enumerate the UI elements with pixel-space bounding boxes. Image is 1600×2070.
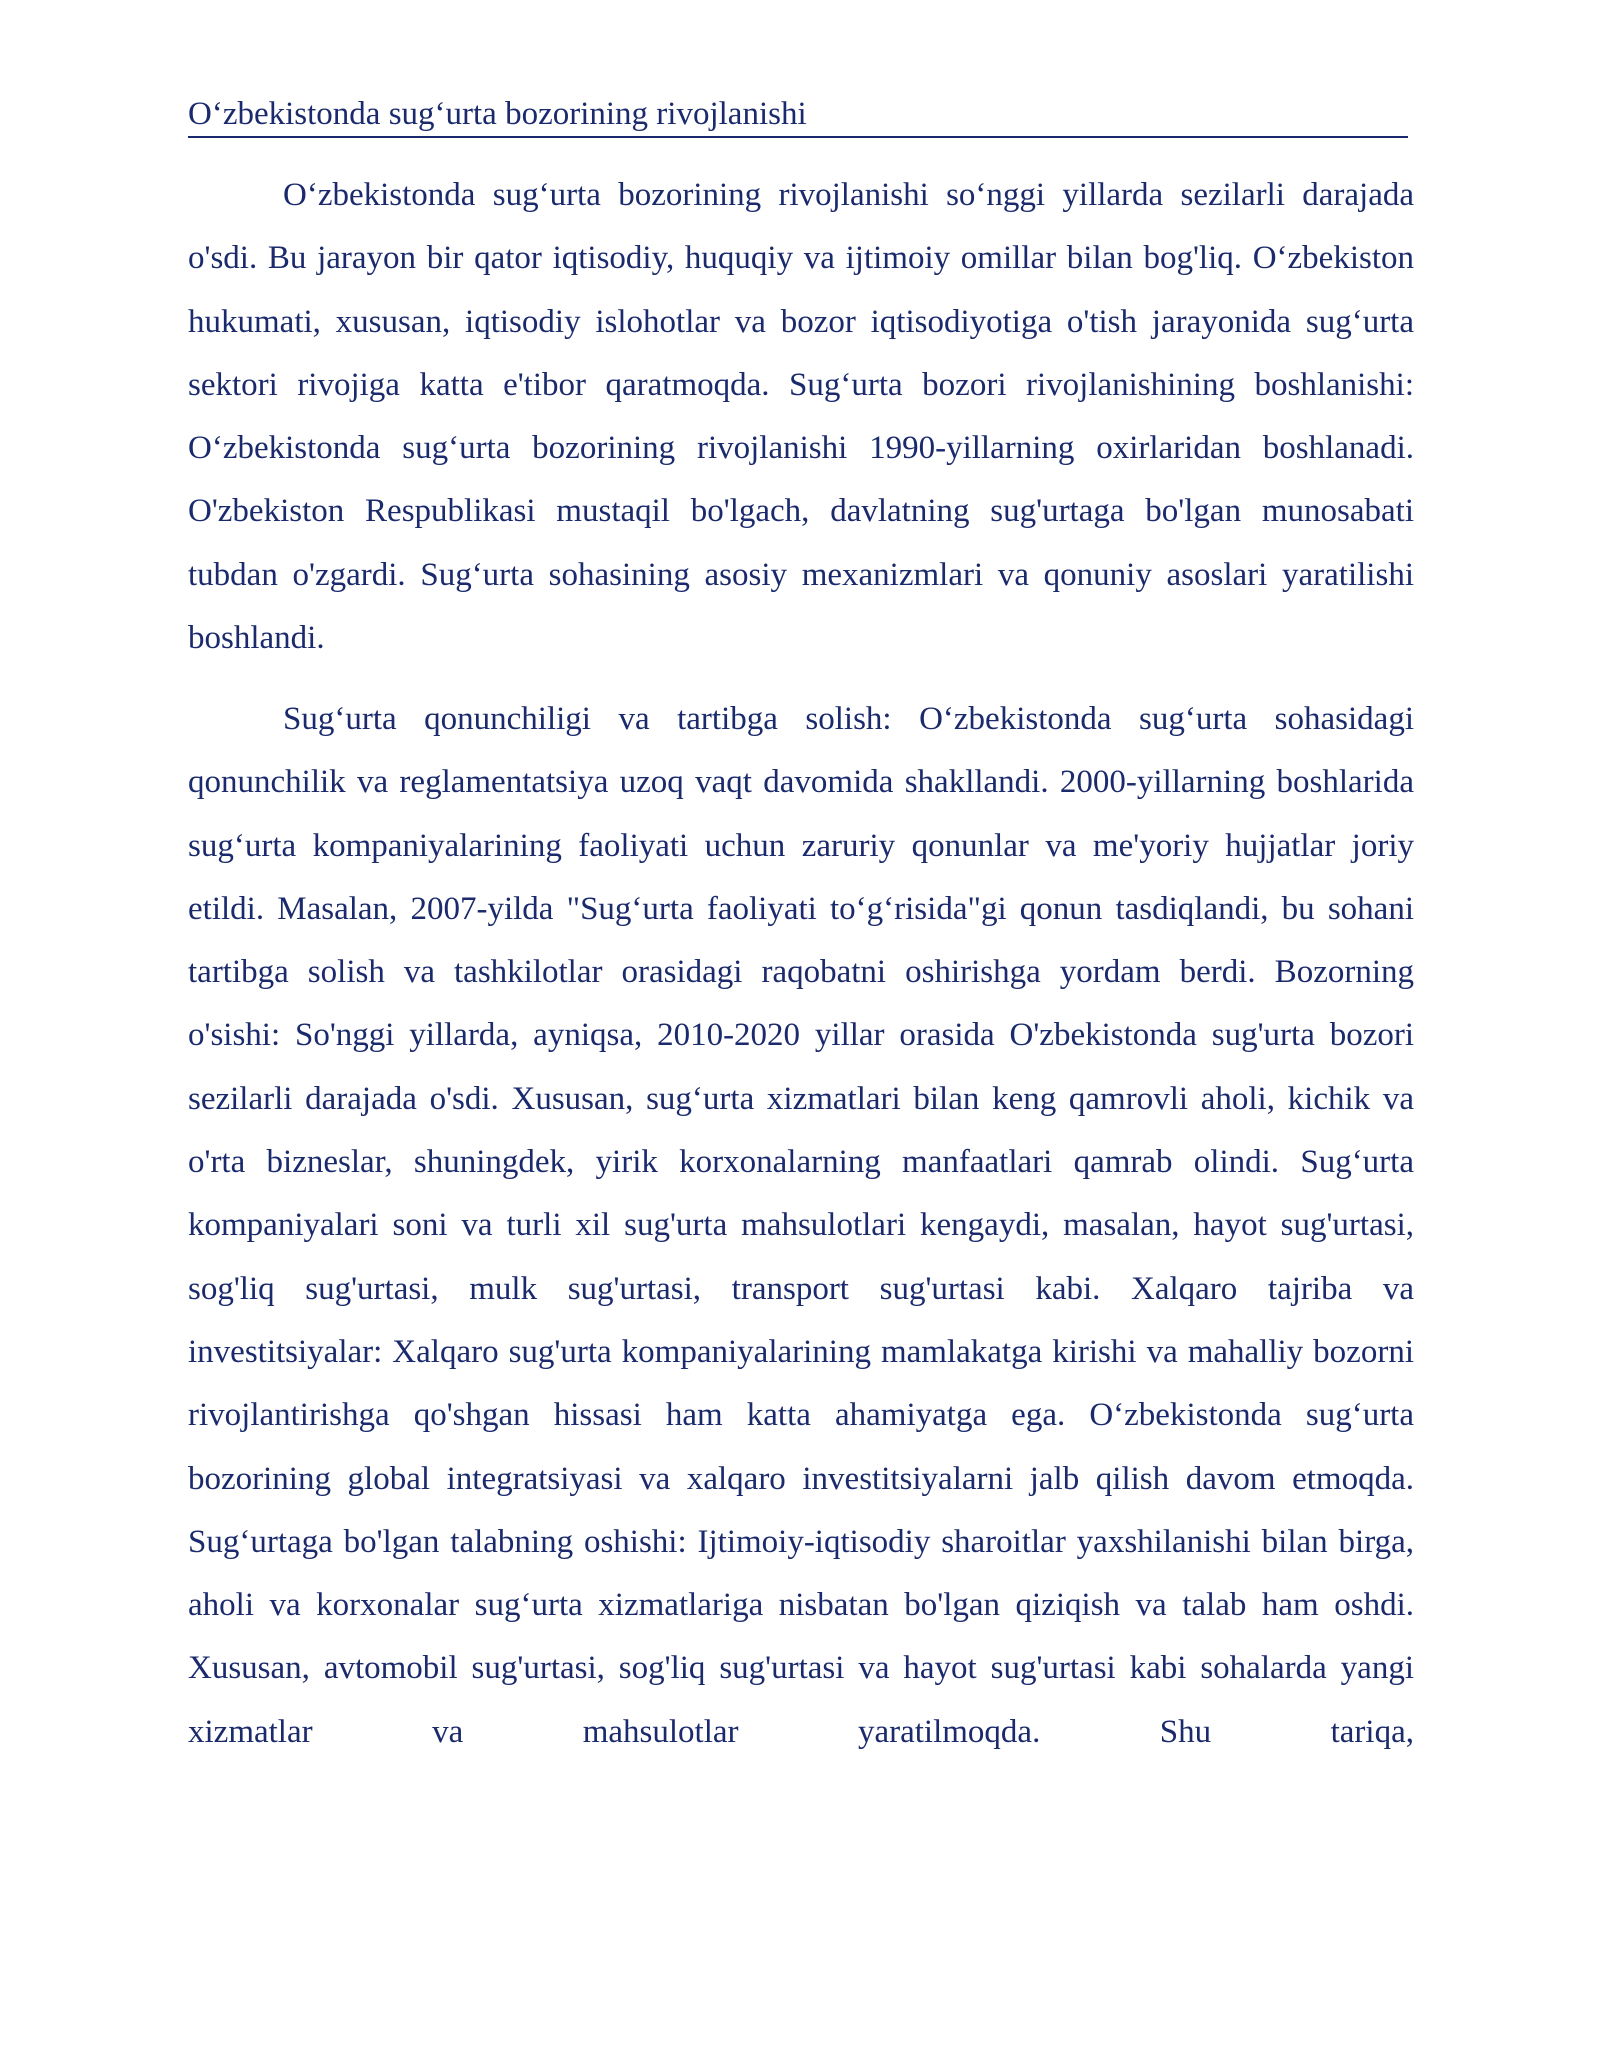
page-header-text: O‘zbekistonda sug‘urta bozorining rivojlanishi	[188, 96, 807, 132]
page-header	[188, 92, 1408, 138]
paragraph-2: Sug‘urta qonunchiligi va tartibga solish: O‘zbekistonda sug‘urta sohasidagi qonunchilik va reglamentatsiya uzoq vaqt davomida shakllandi. 2000-yillarning boshlarida sug‘urta kompaniyalarining faoliyati uchun zaruriy qonunlar va me'yoriy hujjatlar joriy etildi. Masalan, 2007-yilda "Sug‘urta faoliyati to‘g‘risida"gi qonun tasdiqlandi, bu sohani tartibga solish va tashkilotlar orasidagi raqobatni oshirishga yordam berdi. Bozorning o'sishi: So'nggi yillarda, ayniqsa, 2010-2020 yillar orasida O'zbekistonda sug'urta bozori sezilarli darajada o'sdi. Xususan, sug‘urta xizmatlari bilan keng qamrovli aholi, kichik va o'rta bizneslar, shuningdek, yirik korxonalarning manfaatlari qamrab olindi. Sug‘urta kompaniyalari soni va turli xil sug'urta mahsulotlari kengaydi, masalan, hayot sug'urtasi, sog'liq sug'urtasi, mulk sug'urtasi, transport sug'urtasi kabi. Xalqaro tajriba va investitsiyalar: Xalqaro sug'urta kompaniyalarining mamlakatga kirishi va mahalliy bozorni rivojlantirishga qo'shgan hissasi ham katta ahamiyatga ega. O‘zbekistonda sug‘urta bozorining global integratsiyasi va xalqaro investitsiyalarni jalb qilish davom etmoqda. Sug‘urtaga bo'lgan talabning oshishi: Ijtimoiy-iqtisodiy sharoitlar yaxshilanishi bilan birga, aholi va korxonalar sug‘urta xizmatlariga nisbatan bo'lgan qiziqish va talab ham oshdi. Xususan, avtomobil sug'urtasi, sog'liq sug'urtasi va hayot sug'urtasi kabi sohalarda yangi xizmatlar va mahsulotlar yaratilmoqda. Shu tariqa,	[188, 701, 1414, 1750]
paragraph-1: O‘zbekistonda sug‘urta bozorining rivojlanishi so‘nggi yillarda sezilarli darajada o'sdi. Bu jarayon bir qator iqtisodiy, huquqiy va ijtimoiy omillar bilan bog'liq. O‘zbekiston hukumati, xususan, iqtisodiy islohotlar va bozor iqtisodiyotiga o'tish jarayonida sug‘urta sektori rivojiga katta e'tibor qaratmoqda. Sug‘urta bozori rivojlanishining boshlanishi: O‘zbekistonda sug‘urta bozorining rivojlanishi 1990-yillarning oxirlaridan boshlanadi. O'zbekiston Respublikasi mustaqil bo'lgach, davlatning sug'urtaga bo'lgan munosabati tubdan o'zgardi. Sug‘urta sohasining asosiy mexanizmlari va qonuniy asoslari yaratilishi boshlandi.	[188, 177, 1414, 657]
